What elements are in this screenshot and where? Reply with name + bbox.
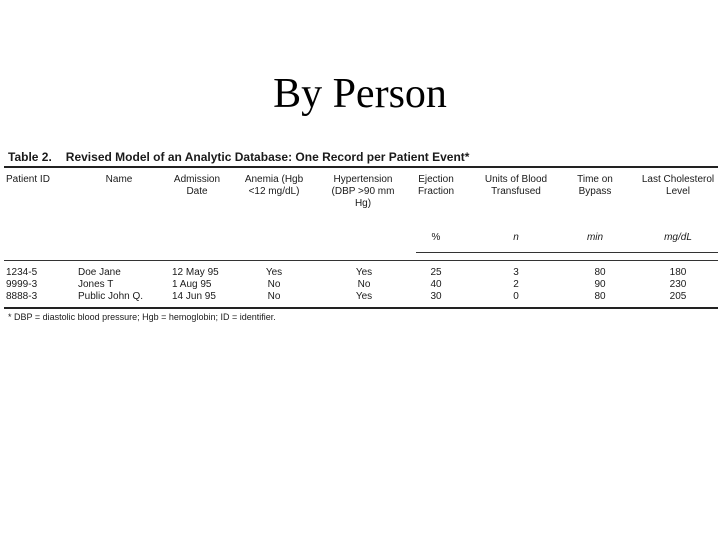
cell-hypertension: Yes bbox=[355, 291, 373, 302]
header-units-blood: Units of Blood Transfused bbox=[484, 174, 548, 197]
cell-units-blood: 3 bbox=[513, 267, 519, 278]
bottom-rule bbox=[4, 307, 718, 309]
table-header bbox=[4, 168, 718, 238]
table-body bbox=[4, 261, 718, 307]
cell-time-bypass: 80 bbox=[594, 291, 606, 302]
cell-hypertension: Yes bbox=[355, 267, 373, 278]
cell-admission-date: 1 Aug 95 bbox=[172, 279, 212, 290]
table-row bbox=[6, 267, 78, 303]
table-caption-text: Revised Model of an Analytic Database: One Record per Patient Event* bbox=[65, 150, 470, 164]
cell-admission-date: 12 May 95 bbox=[172, 267, 219, 278]
units-row bbox=[4, 232, 718, 260]
scanned-table bbox=[4, 148, 718, 322]
slide-title: By Person bbox=[273, 71, 447, 117]
table-column-anemia bbox=[254, 267, 294, 303]
cell-time-bypass: 90 bbox=[594, 279, 606, 290]
cell-cholesterol: 180 bbox=[669, 267, 687, 278]
unit-units-blood: n bbox=[513, 232, 519, 243]
cell-patient-id: 1234-5 bbox=[6, 267, 38, 278]
table-footnote: * DBP = diastolic blood pressure; Hgb = hemoglobin; ID = identifier. bbox=[8, 312, 276, 322]
cell-anemia: No bbox=[267, 291, 281, 302]
table-caption bbox=[8, 148, 718, 166]
cell-name: Jones T bbox=[78, 279, 114, 290]
table-column-name bbox=[78, 267, 164, 303]
cell-anemia: Yes bbox=[265, 267, 283, 278]
cell-patient-id: 9999-3 bbox=[6, 279, 38, 290]
header-ejection-fraction: Ejection Fraction bbox=[417, 174, 455, 197]
cell-anemia: No bbox=[267, 279, 281, 290]
cell-admission-date: 14 Jun 95 bbox=[172, 291, 216, 302]
header-admission-date: Admission Date bbox=[173, 174, 221, 197]
cell-ejection-fraction: 40 bbox=[430, 279, 442, 290]
header-patient-id: Patient ID bbox=[6, 174, 50, 185]
cell-ejection-fraction: 25 bbox=[430, 267, 442, 278]
header-anemia: Anemia (Hgb <12 mg/dL) bbox=[244, 174, 304, 197]
unit-ejection-fraction: % bbox=[431, 232, 441, 243]
cell-units-blood: 0 bbox=[513, 291, 519, 302]
header-hypertension: Hypertension (DBP >90 mm Hg) bbox=[331, 174, 395, 209]
cell-cholesterol: 205 bbox=[669, 291, 687, 302]
cell-time-bypass: 80 bbox=[594, 267, 606, 278]
cell-ejection-fraction: 30 bbox=[430, 291, 442, 302]
table-column-blood bbox=[500, 267, 532, 303]
header-name: Name bbox=[105, 174, 133, 185]
cell-units-blood: 2 bbox=[513, 279, 519, 290]
header-time-bypass: Time on Bypass bbox=[577, 174, 613, 197]
cell-name: Public John Q. bbox=[78, 291, 144, 302]
unit-time-bypass: min bbox=[586, 232, 604, 243]
table-column-ejection bbox=[420, 267, 452, 303]
table-column-bypass bbox=[582, 267, 618, 303]
table-label: Table 2. bbox=[8, 150, 52, 164]
cell-name: Doe Jane bbox=[78, 267, 121, 278]
cell-patient-id: 8888-3 bbox=[6, 291, 38, 302]
header-cholesterol: Last Cholesterol Level bbox=[641, 174, 715, 197]
table-column-cholesterol bbox=[660, 267, 696, 303]
units-rule bbox=[416, 252, 718, 253]
unit-cholesterol: mg/dL bbox=[664, 232, 692, 243]
cell-hypertension: No bbox=[357, 279, 371, 290]
cell-cholesterol: 230 bbox=[669, 279, 687, 290]
table-column-hypertension bbox=[342, 267, 386, 303]
table-column-date bbox=[172, 267, 238, 303]
